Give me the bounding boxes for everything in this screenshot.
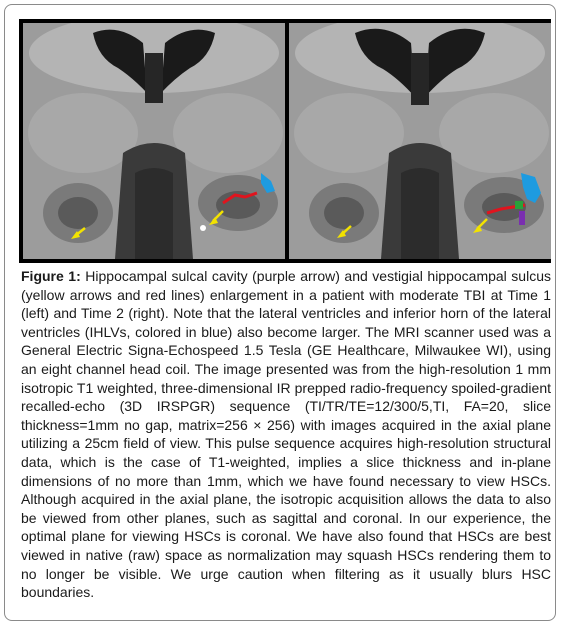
figure-label: Figure 1: [21,268,81,284]
figure-caption-text: Hippocampal sulcal cavity (purple arrow) and vestigial hippocampal sulcus (yellow arrows and red lines) enlargement in a patient with moderate TBI at Time 1 (left) and Time 2 (right). Note that the lateral ventricles and inferior horn of the lateral ventricles (IHLVs, colored in blue) also become larger. The MRI scanner used was a General Electric Signa-Echospeed 1.5 Tesla (GE Healthcare, Milwaukee WI), using an eight channel head coil. The image presented was from the high-resolution 1 mm isotropic T1 weighted, three-dimensional IR prepped radio-frequency spoiled-gradient recalled-echo (3D IRSPGR) sequence (TI/TR/TE=12/300/5,TI, FA=20, slice thickness=1mm no gap, matrix=256 × 256) with images acquired in the axial plane utilizing a 25cm field of view. This pulse sequence acquires high-resolution structural data, which is the case of T1-weighted, implies a slice thickness and in-plane dimensions of no more than 1mm, which we have found necessary to view HSCs. Although acquired in the axial plane, the isotropic acquisition allows the data to also be viewed from other planes, such as sagittal and coronal. In our experience, the optimal plane for viewing HSCs is coronal. We have also found that HSCs are best viewed in native (raw) space as normalization may squash HSCs rendering them to no longer be visible. We urge caution when filtering as it usually blurs HSC boundaries. [21,268,551,601]
figure-caption [21,267,551,602]
mri-image-pair [19,19,551,263]
mri-time2-image [289,23,551,259]
figure-frame [4,4,556,621]
mri-time1-image [23,23,285,259]
purple-arrow-icon [519,211,525,225]
